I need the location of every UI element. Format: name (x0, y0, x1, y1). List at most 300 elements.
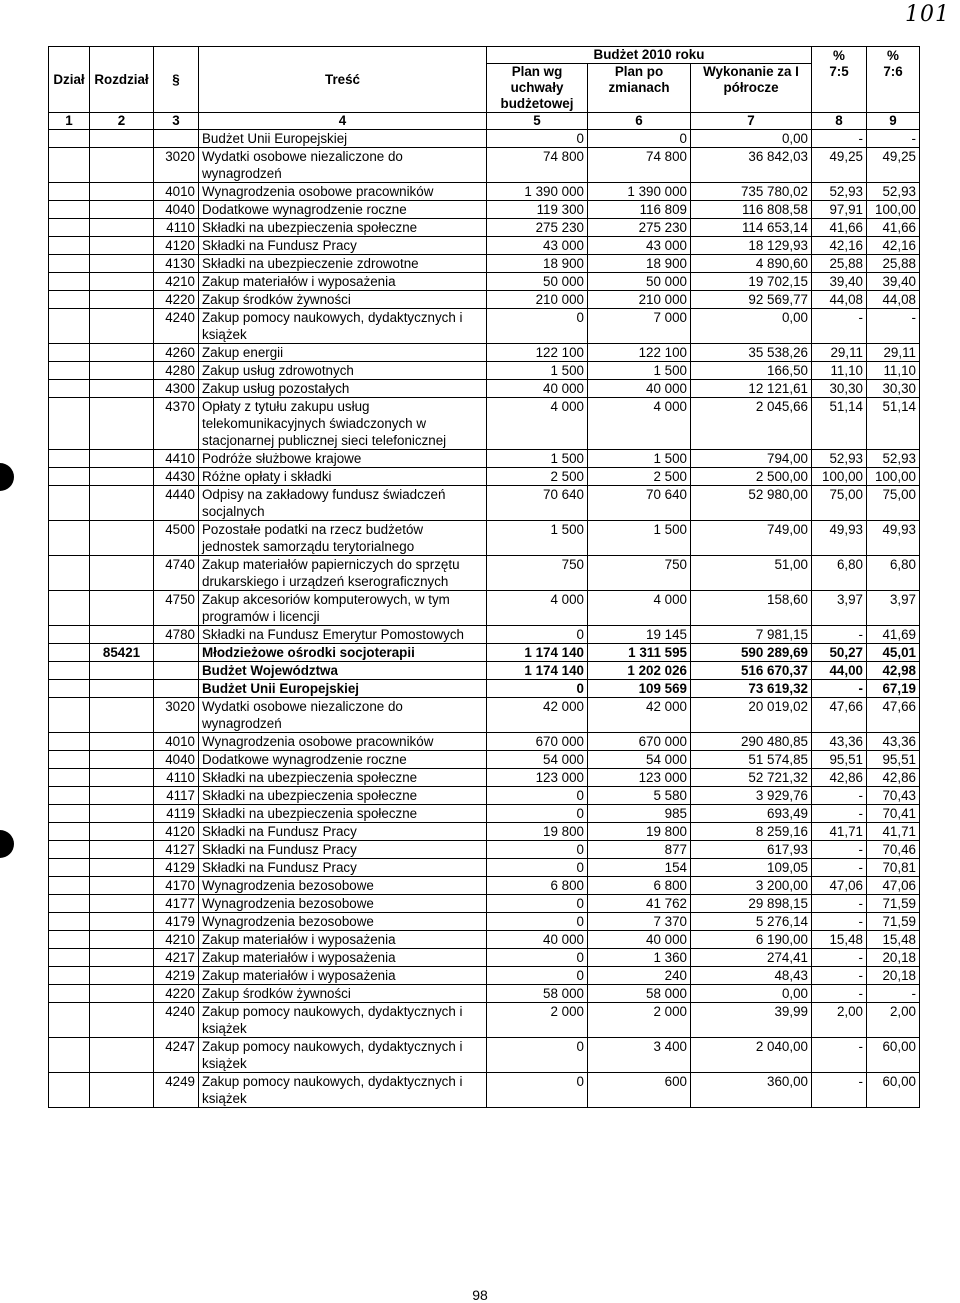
plan-uchwaly-cell: 0 (487, 309, 588, 344)
rozdzial-cell (90, 949, 154, 967)
wykonanie-cell: 29 898,15 (691, 895, 812, 913)
wykonanie-cell: 109,05 (691, 859, 812, 877)
wykonanie-cell: 52 721,32 (691, 769, 812, 787)
plan-uchwaly-cell: 1 390 000 (487, 183, 588, 201)
pct-7-6-cell: 20,18 (867, 949, 920, 967)
plan-po-zmianach-cell: 19 800 (588, 823, 691, 841)
paragraf-cell: 4249 (154, 1073, 199, 1108)
rozdzial-cell (90, 859, 154, 877)
paragraf-cell: 4010 (154, 733, 199, 751)
description-cell: Młodzieżowe ośrodki socjoterapii (199, 644, 487, 662)
pct-7-6-cell: 70,41 (867, 805, 920, 823)
rozdzial-cell (90, 237, 154, 255)
header-plan-uchwaly: Plan wg uchwały budżetowej (487, 64, 588, 113)
pct-7-6-cell: 100,00 (867, 201, 920, 219)
pct-7-5-cell: 52,93 (812, 450, 867, 468)
pct-7-6-cell: 2,00 (867, 1003, 920, 1038)
pct-7-6-cell: 3,97 (867, 591, 920, 626)
paragraf-cell: 4410 (154, 450, 199, 468)
wykonanie-cell: 290 480,85 (691, 733, 812, 751)
description-cell: Zakup pomocy naukowych, dydaktycznych i książek (199, 1038, 487, 1073)
paragraf-cell: 4247 (154, 1038, 199, 1073)
table-row (49, 1038, 920, 1073)
wykonanie-cell: 4 890,60 (691, 255, 812, 273)
pct-7-6-cell: - (867, 130, 920, 148)
wykonanie-cell: 158,60 (691, 591, 812, 626)
wykonanie-cell: 48,43 (691, 967, 812, 985)
table-row (49, 255, 920, 273)
pct-7-6-cell: 71,59 (867, 913, 920, 931)
table-row (49, 698, 920, 733)
plan-uchwaly-cell: 0 (487, 130, 588, 148)
paragraf-cell: 4179 (154, 913, 199, 931)
wykonanie-cell: 360,00 (691, 1073, 812, 1108)
plan-po-zmianach-cell: 40 000 (588, 931, 691, 949)
description-cell: Wynagrodzenia bezosobowe (199, 895, 487, 913)
paragraf-cell: 4217 (154, 949, 199, 967)
pct-7-5-cell: - (812, 985, 867, 1003)
paragraf-cell (154, 680, 199, 698)
pct-7-5-cell: 50,27 (812, 644, 867, 662)
wykonanie-cell: 7 981,15 (691, 626, 812, 644)
paragraf-cell: 3020 (154, 148, 199, 183)
plan-uchwaly-cell: 2 000 (487, 1003, 588, 1038)
paragraf-cell: 4219 (154, 967, 199, 985)
rozdzial-cell (90, 680, 154, 698)
description-cell: Zakup akcesoriów komputerowych, w tym programów i licencji (199, 591, 487, 626)
pct-7-6-cell: 42,98 (867, 662, 920, 680)
pct-7-5-cell: - (812, 859, 867, 877)
rozdzial-cell (90, 931, 154, 949)
description-cell: Zakup materiałów i wyposażenia (199, 273, 487, 291)
plan-po-zmianach-cell: 123 000 (588, 769, 691, 787)
rozdzial-cell (90, 255, 154, 273)
pct-7-5-cell: 15,48 (812, 931, 867, 949)
plan-po-zmianach-cell: 750 (588, 556, 691, 591)
description-cell: Wydatki osobowe niezaliczone do wynagrodzeń (199, 698, 487, 733)
punch-hole-mark (0, 830, 14, 858)
description-cell: Budżet Unii Europejskiej (199, 130, 487, 148)
plan-uchwaly-cell: 19 800 (487, 823, 588, 841)
pct-7-5-cell: 42,86 (812, 769, 867, 787)
table-row (49, 751, 920, 769)
paragraf-cell: 4500 (154, 521, 199, 556)
pct-7-5-cell: - (812, 309, 867, 344)
plan-po-zmianach-cell: 600 (588, 1073, 691, 1108)
plan-po-zmianach-cell: 5 580 (588, 787, 691, 805)
table-row (49, 591, 920, 626)
pct-7-6-cell: 29,11 (867, 344, 920, 362)
table-row (49, 521, 920, 556)
plan-po-zmianach-cell: 116 809 (588, 201, 691, 219)
wykonanie-cell: 2 045,66 (691, 398, 812, 450)
pct-7-6-cell: 95,51 (867, 751, 920, 769)
plan-po-zmianach-cell: 4 000 (588, 591, 691, 626)
rozdzial-cell (90, 967, 154, 985)
pct-7-6-cell: 15,48 (867, 931, 920, 949)
dzial-cell (49, 591, 90, 626)
dzial-cell (49, 751, 90, 769)
table-row (49, 931, 920, 949)
plan-po-zmianach-cell: 3 400 (588, 1038, 691, 1073)
pct-7-5-cell: 39,40 (812, 273, 867, 291)
pct-7-5-cell: - (812, 1038, 867, 1073)
rozdzial-cell (90, 769, 154, 787)
plan-po-zmianach-cell: 42 000 (588, 698, 691, 733)
wykonanie-cell: 20 019,02 (691, 698, 812, 733)
plan-uchwaly-cell: 74 800 (487, 148, 588, 183)
table-row (49, 626, 920, 644)
plan-uchwaly-cell: 0 (487, 895, 588, 913)
pct-7-6-cell: 11,10 (867, 362, 920, 380)
pct-7-6-cell: 52,93 (867, 183, 920, 201)
plan-po-zmianach-cell: 43 000 (588, 237, 691, 255)
dzial-cell (49, 450, 90, 468)
pct-7-6-cell: 47,66 (867, 698, 920, 733)
plan-uchwaly-cell: 0 (487, 805, 588, 823)
table-row (49, 237, 920, 255)
dzial-cell (49, 398, 90, 450)
pct-7-5-cell: - (812, 1073, 867, 1108)
dzial-cell (49, 823, 90, 841)
dzial-cell (49, 841, 90, 859)
dzial-cell (49, 769, 90, 787)
paragraf-cell: 4127 (154, 841, 199, 859)
rozdzial-cell (90, 913, 154, 931)
dzial-cell (49, 698, 90, 733)
wykonanie-cell: 794,00 (691, 450, 812, 468)
pct-7-5-cell: 42,16 (812, 237, 867, 255)
description-cell: Budżet Unii Europejskiej (199, 680, 487, 698)
table-row (49, 309, 920, 344)
pct-7-6-cell: 47,06 (867, 877, 920, 895)
description-cell: Składki na Fundusz Pracy (199, 841, 487, 859)
rozdzial-cell (90, 823, 154, 841)
dzial-cell (49, 183, 90, 201)
paragraf-cell: 3020 (154, 698, 199, 733)
table-row (49, 662, 920, 680)
pct-7-5-cell: 49,25 (812, 148, 867, 183)
wykonanie-cell: 39,99 (691, 1003, 812, 1038)
dzial-cell (49, 949, 90, 967)
plan-po-zmianach-cell: 7 000 (588, 309, 691, 344)
rozdzial-cell (90, 626, 154, 644)
description-cell: Zakup środków żywności (199, 985, 487, 1003)
pct-7-5-cell: - (812, 626, 867, 644)
pct-7-5-cell: 29,11 (812, 344, 867, 362)
rozdzial-cell (90, 877, 154, 895)
table-row (49, 291, 920, 309)
dzial-cell (49, 895, 90, 913)
rozdzial-cell (90, 733, 154, 751)
paragraf-cell: 4240 (154, 1003, 199, 1038)
paragraf-cell: 4240 (154, 309, 199, 344)
wykonanie-cell: 6 190,00 (691, 931, 812, 949)
rozdzial-cell (90, 662, 154, 680)
rozdzial-cell (90, 805, 154, 823)
header-pct-ratio: 7:5 (829, 63, 849, 79)
pct-7-6-cell: 20,18 (867, 967, 920, 985)
plan-uchwaly-cell: 0 (487, 913, 588, 931)
description-cell: Składki na ubezpieczenia społeczne (199, 219, 487, 237)
table-row (49, 219, 920, 237)
pct-7-5-cell: 41,71 (812, 823, 867, 841)
plan-uchwaly-cell: 58 000 (487, 985, 588, 1003)
description-cell: Składki na ubezpieczenia społeczne (199, 805, 487, 823)
plan-po-zmianach-cell: 210 000 (588, 291, 691, 309)
pct-7-6-cell: 70,46 (867, 841, 920, 859)
pct-7-6-cell: 71,59 (867, 895, 920, 913)
description-cell: Zakup materiałów i wyposażenia (199, 967, 487, 985)
pct-7-5-cell: 75,00 (812, 486, 867, 521)
table-row (49, 841, 920, 859)
wykonanie-cell: 116 808,58 (691, 201, 812, 219)
pct-7-5-cell: - (812, 130, 867, 148)
pct-7-5-cell: - (812, 967, 867, 985)
plan-uchwaly-cell: 0 (487, 967, 588, 985)
column-number: 7 (691, 113, 812, 130)
rozdzial-cell (90, 273, 154, 291)
plan-po-zmianach-cell: 50 000 (588, 273, 691, 291)
paragraf-cell: 4177 (154, 895, 199, 913)
description-cell: Zakup usług pozostałych (199, 380, 487, 398)
description-cell: Odpisy na zakładowy fundusz świadczeń socjalnych (199, 486, 487, 521)
dzial-cell (49, 344, 90, 362)
pct-7-5-cell: 43,36 (812, 733, 867, 751)
plan-po-zmianach-cell: 19 145 (588, 626, 691, 644)
rozdzial-cell (90, 201, 154, 219)
header-budzet-group: Budżet 2010 roku (487, 47, 812, 64)
table-row (49, 273, 920, 291)
paragraf-cell: 4117 (154, 787, 199, 805)
pct-7-5-cell: - (812, 913, 867, 931)
pct-7-6-cell: - (867, 985, 920, 1003)
plan-po-zmianach-cell: 1 500 (588, 450, 691, 468)
wykonanie-cell: 73 619,32 (691, 680, 812, 698)
paragraf-cell: 4210 (154, 273, 199, 291)
table-row (49, 769, 920, 787)
description-cell: Opłaty z tytułu zakupu usług telekomunikacyjnych świadczonych w stacjonarnej publicznej sieci telefonicznej (199, 398, 487, 450)
table-row (49, 985, 920, 1003)
rozdzial-cell (90, 219, 154, 237)
rozdzial-cell (90, 591, 154, 626)
pct-7-6-cell: 41,69 (867, 626, 920, 644)
rozdzial-cell (90, 398, 154, 450)
plan-uchwaly-cell: 1 174 140 (487, 644, 588, 662)
paragraf-cell: 4780 (154, 626, 199, 644)
plan-uchwaly-cell: 50 000 (487, 273, 588, 291)
plan-uchwaly-cell: 0 (487, 859, 588, 877)
pct-7-5-cell: 100,00 (812, 468, 867, 486)
plan-uchwaly-cell: 750 (487, 556, 588, 591)
wykonanie-cell: 92 569,77 (691, 291, 812, 309)
plan-po-zmianach-cell: 1 500 (588, 362, 691, 380)
header-pct-7-5 (812, 47, 867, 113)
dzial-cell (49, 468, 90, 486)
wykonanie-cell: 114 653,14 (691, 219, 812, 237)
table-row (49, 380, 920, 398)
rozdzial-cell (90, 521, 154, 556)
dzial-cell (49, 877, 90, 895)
wykonanie-cell: 166,50 (691, 362, 812, 380)
table-row (49, 468, 920, 486)
paragraf-cell: 4260 (154, 344, 199, 362)
wykonanie-cell: 12 121,61 (691, 380, 812, 398)
paragraf-cell: 4040 (154, 751, 199, 769)
pct-7-6-cell: 25,88 (867, 255, 920, 273)
dzial-cell (49, 913, 90, 931)
wykonanie-cell: 2 500,00 (691, 468, 812, 486)
pct-7-5-cell: 47,06 (812, 877, 867, 895)
pct-7-5-cell: - (812, 805, 867, 823)
wykonanie-cell: 749,00 (691, 521, 812, 556)
table-row (49, 1003, 920, 1038)
description-cell: Zakup materiałów papierniczych do sprzętu drukarskiego i urządzeń kserograficznych (199, 556, 487, 591)
plan-po-zmianach-cell: 70 640 (588, 486, 691, 521)
page-number: 98 (472, 1287, 488, 1303)
plan-uchwaly-cell: 670 000 (487, 733, 588, 751)
plan-po-zmianach-cell: 1 311 595 (588, 644, 691, 662)
plan-uchwaly-cell: 70 640 (487, 486, 588, 521)
header-paragraf: § (154, 47, 199, 113)
dzial-cell (49, 662, 90, 680)
dzial-cell (49, 644, 90, 662)
dzial-cell (49, 680, 90, 698)
wykonanie-cell: 51,00 (691, 556, 812, 591)
description-cell: Wynagrodzenia osobowe pracowników (199, 733, 487, 751)
dzial-cell (49, 273, 90, 291)
plan-po-zmianach-cell: 1 202 026 (588, 662, 691, 680)
column-number: 2 (90, 113, 154, 130)
rozdzial-cell (90, 1038, 154, 1073)
column-number: 5 (487, 113, 588, 130)
wykonanie-cell: 516 670,37 (691, 662, 812, 680)
column-number: 1 (49, 113, 90, 130)
paragraf-cell: 4129 (154, 859, 199, 877)
wykonanie-cell: 0,00 (691, 985, 812, 1003)
paragraf-cell: 4750 (154, 591, 199, 626)
rozdzial-cell (90, 486, 154, 521)
plan-uchwaly-cell: 123 000 (487, 769, 588, 787)
wykonanie-cell: 3 929,76 (691, 787, 812, 805)
wykonanie-cell: 36 842,03 (691, 148, 812, 183)
dzial-cell (49, 309, 90, 344)
paragraf-cell: 4430 (154, 468, 199, 486)
rozdzial-cell (90, 556, 154, 591)
rozdzial-cell (90, 1073, 154, 1108)
pct-7-6-cell: 70,81 (867, 859, 920, 877)
wykonanie-cell: 2 040,00 (691, 1038, 812, 1073)
wykonanie-cell: 52 980,00 (691, 486, 812, 521)
plan-po-zmianach-cell: 670 000 (588, 733, 691, 751)
wykonanie-cell: 0,00 (691, 130, 812, 148)
pct-7-5-cell: 30,30 (812, 380, 867, 398)
plan-uchwaly-cell: 0 (487, 680, 588, 698)
plan-po-zmianach-cell: 154 (588, 859, 691, 877)
paragraf-cell: 4120 (154, 823, 199, 841)
table-row (49, 183, 920, 201)
paragraf-cell: 4010 (154, 183, 199, 201)
paragraf-cell: 4440 (154, 486, 199, 521)
dzial-cell (49, 967, 90, 985)
dzial-cell (49, 362, 90, 380)
dzial-cell (49, 931, 90, 949)
table-row (49, 823, 920, 841)
description-cell: Zakup energii (199, 344, 487, 362)
plan-po-zmianach-cell: 122 100 (588, 344, 691, 362)
rozdzial-cell (90, 291, 154, 309)
description-cell: Dodatkowe wynagrodzenie roczne (199, 201, 487, 219)
rozdzial-cell (90, 787, 154, 805)
wykonanie-cell: 51 574,85 (691, 751, 812, 769)
dzial-cell (49, 255, 90, 273)
table-row (49, 556, 920, 591)
pct-7-5-cell: 11,10 (812, 362, 867, 380)
dzial-cell (49, 556, 90, 591)
paragraf-cell: 4170 (154, 877, 199, 895)
plan-po-zmianach-cell: 7 370 (588, 913, 691, 931)
wykonanie-cell: 5 276,14 (691, 913, 812, 931)
paragraf-cell (154, 662, 199, 680)
budget-table-body (49, 130, 920, 1108)
dzial-cell (49, 1003, 90, 1038)
header-rozdzial: Rozdział (90, 47, 154, 113)
description-cell: Składki na Fundusz Emerytur Pomostowych (199, 626, 487, 644)
plan-po-zmianach-cell: 6 800 (588, 877, 691, 895)
plan-uchwaly-cell: 122 100 (487, 344, 588, 362)
rozdzial-cell (90, 309, 154, 344)
description-cell: Budżet Województwa (199, 662, 487, 680)
dzial-cell (49, 787, 90, 805)
plan-uchwaly-cell: 119 300 (487, 201, 588, 219)
plan-po-zmianach-cell: 985 (588, 805, 691, 823)
description-cell: Zakup pomocy naukowych, dydaktycznych i książek (199, 1003, 487, 1038)
wykonanie-cell: 590 289,69 (691, 644, 812, 662)
description-cell: Wynagrodzenia bezosobowe (199, 877, 487, 895)
rozdzial-cell (90, 130, 154, 148)
header-plan-po-zmianach: Plan po zmianach (588, 64, 691, 113)
header-pct-ratio: 7:6 (883, 63, 903, 79)
table-row (49, 1073, 920, 1108)
pct-7-5-cell: - (812, 841, 867, 859)
plan-uchwaly-cell: 0 (487, 1073, 588, 1108)
rozdzial-cell (90, 344, 154, 362)
rozdzial-cell (90, 751, 154, 769)
pct-7-5-cell: - (812, 680, 867, 698)
wykonanie-cell: 35 538,26 (691, 344, 812, 362)
rozdzial-cell (90, 362, 154, 380)
handwritten-page-stamp: 101 (905, 2, 950, 27)
plan-po-zmianach-cell: 275 230 (588, 219, 691, 237)
description-cell: Składki na ubezpieczenia społeczne (199, 769, 487, 787)
plan-uchwaly-cell: 0 (487, 1038, 588, 1073)
plan-uchwaly-cell: 1 500 (487, 521, 588, 556)
dzial-cell (49, 130, 90, 148)
rozdzial-cell (90, 148, 154, 183)
description-cell: Zakup usług zdrowotnych (199, 362, 487, 380)
dzial-cell (49, 859, 90, 877)
plan-uchwaly-cell: 40 000 (487, 931, 588, 949)
plan-uchwaly-cell: 4 000 (487, 591, 588, 626)
plan-po-zmianach-cell: 877 (588, 841, 691, 859)
column-number: 6 (588, 113, 691, 130)
dzial-cell (49, 380, 90, 398)
pct-7-6-cell: 75,00 (867, 486, 920, 521)
table-row (49, 859, 920, 877)
plan-uchwaly-cell: 40 000 (487, 380, 588, 398)
dzial-cell (49, 237, 90, 255)
pct-7-5-cell: 3,97 (812, 591, 867, 626)
